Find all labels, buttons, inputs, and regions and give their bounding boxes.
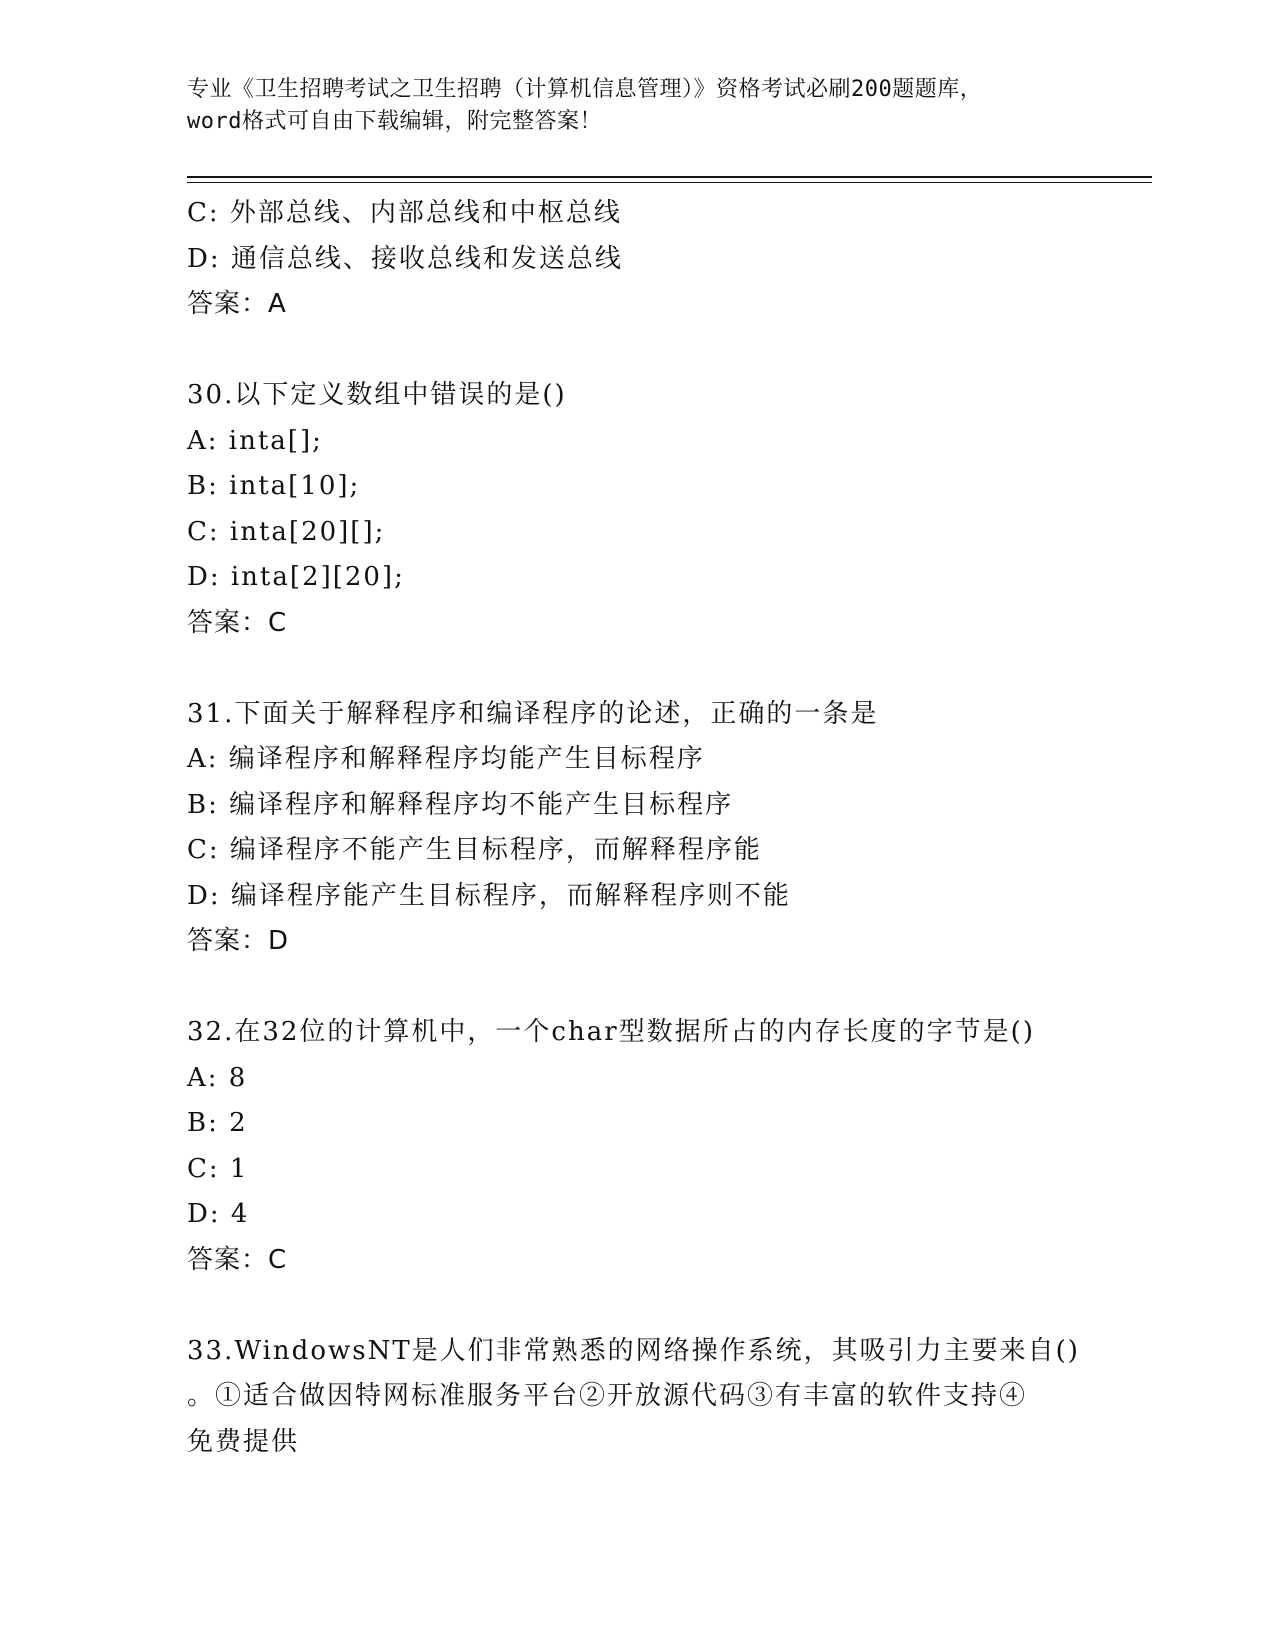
question-30 [187, 373, 1087, 646]
option-d: D: inta[2][20]; [187, 562, 405, 592]
question-stem-line-1: 33.WindowsNT是人们非常熟悉的网络操作系统，其吸引力主要来自() [187, 1335, 1080, 1366]
option-d: D: 通信总线、接收总线和发送总线 [187, 243, 623, 274]
question-stem: 30.以下定义数组中错误的是() [187, 380, 567, 410]
answer-line: 答案：C [187, 607, 288, 638]
option-c: C: 外部总线、内部总线和中枢总线 [187, 198, 622, 228]
option-a: A: 编译程序和解释程序均能产生目标程序 [187, 744, 705, 774]
option-a: A: inta[]; [187, 425, 323, 456]
option-d: D: 4 [187, 1199, 250, 1229]
option-c: C: 编译程序不能产生目标程序，而解释程序能 [187, 835, 762, 865]
question-32 [187, 1010, 1087, 1283]
answer-line: 答案：D [187, 926, 290, 956]
answer-line: 答案：C [187, 1244, 288, 1275]
question-stem-line-3: 免费提供 [187, 1426, 300, 1457]
option-d: D: 编译程序能产生目标程序，而解释程序则不能 [187, 880, 791, 911]
option-b: B: inta[10]; [187, 471, 361, 501]
header-title-line-2: word格式可自由下载编辑，附完整答案！ [187, 109, 602, 134]
option-a: A: 8 [187, 1062, 248, 1093]
question-stem-line-2: 。①适合做因特网标准服务平台②开放源代码③有丰富的软件支持④ [187, 1381, 1028, 1411]
question-stem: 31.下面关于解释程序和编译程序的论述，正确的一条是 [187, 698, 879, 729]
question-stem: 32.在32位的计算机中，一个char型数据所占的内存长度的字节是() [187, 1017, 1035, 1047]
option-b: B: 2 [187, 1108, 248, 1138]
question-spacer [187, 646, 1087, 692]
answer-line: 答案：A [187, 289, 287, 319]
question-spacer [187, 965, 1087, 1011]
question-31 [187, 692, 1087, 965]
header-divider-thin [187, 182, 1152, 183]
question-29 [187, 191, 1087, 328]
option-b: B: 编译程序和解释程序均不能产生目标程序 [187, 789, 734, 820]
document-header [187, 74, 1087, 138]
option-c: C: inta[20][]; [187, 516, 386, 547]
question-spacer [187, 1283, 1087, 1329]
header-title-line-1: 专业《卫生招聘考试之卫生招聘（计算机信息管理）》资格考试必刷200题题库， [187, 77, 983, 102]
header-divider-thick [187, 176, 1152, 178]
question-spacer [187, 328, 1087, 374]
question-list [187, 191, 1087, 1465]
question-33 [187, 1329, 1087, 1466]
option-c: C: 1 [187, 1153, 249, 1184]
